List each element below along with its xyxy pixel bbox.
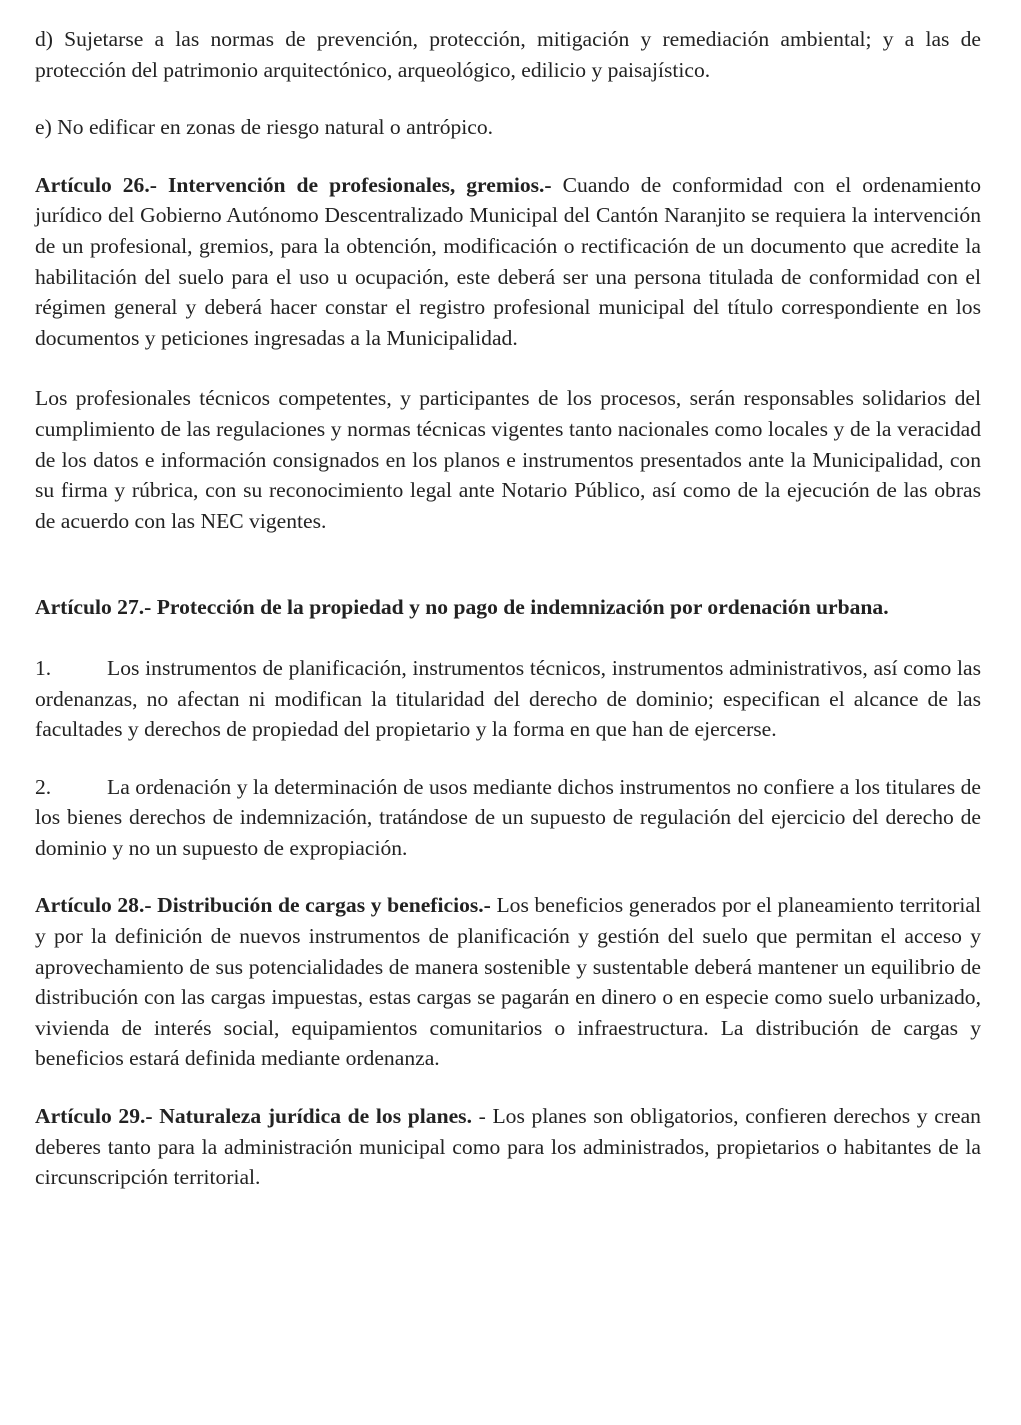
article-26-body: Cuando de conformidad con el ordenamiento jurídico del Gobierno Autónomo Descentralizado Municipal del Cantón Naranjito se requiera la intervención de un profesional, gremios, para la obtención, modificación o rectificación de un documento que acredite la habilitación del suelo para el uso u ocupación, este deberá ser una persona titulada de conformidad con el régimen general y deberá hacer constar el registro profesional municipal del título correspondiente en los documentos y peticiones ingresadas a la Municipalidad. — [35, 172, 982, 350]
article-27-item-1 — [35, 653, 981, 745]
article-29-body: - Los planes son obligatorios, confieren derechos y crean deberes tanto para la administración municipal como para los administrados, propietarios o habitantes de la circunscripción territorial. — [35, 1104, 981, 1190]
article-29-heading: Artículo 29.- Naturaleza jurídica de los planes. — [35, 1104, 472, 1129]
article-28-heading: Artículo 28.- Distribución de cargas y beneficios.- — [35, 893, 491, 918]
article-26 — [35, 170, 981, 354]
article-28-body: Los beneficios generados por el planeamiento territorial y por la definición de nuevos instrumentos de planificación y gestión del suelo que permitan el acceso y aprovechamiento de sus potencialidades de manera sostenible y sustentable deberá mantener un equilibrio de distribución con las cargas impuestas, estas cargas se pagarán en dinero o en especie como suelo urbanizado, vivienda de interés social, equipamientos comunitarios o infraestructura. La distribución de cargas y beneficios estará definida mediante ordenanza. — [35, 893, 981, 1071]
item-number: 2. — [35, 774, 52, 799]
article-26-heading: Artículo 26.- Intervención de profesionales, gremios.- — [35, 172, 552, 197]
article-28 — [35, 890, 981, 1074]
document-page — [35, 24, 981, 1193]
article-29 — [35, 1101, 981, 1193]
item-text: La ordenación y la determinación de usos mediante dichos instrumentos no confiere a los titulares de los bienes derechos de indemnización, tratándose de un supuesto de regulación del ejercicio del derecho de dominio y no un supuesto de expropiación. — [35, 774, 981, 860]
item-text: Los instrumentos de planificación, instrumentos técnicos, instrumentos administrativos, así como las ordenanzas, no afectan ni modifican la titularidad del derecho de dominio; especifican el alcance de las facultades y derechos de propiedad del propietario y la forma en que han de ejercerse. — [35, 655, 981, 742]
paragraph-d: d) Sujetarse a las normas de prevención, protección, mitigación y remediación ambiental; y a las de protección del patrimonio arquitectónico, arqueológico, edilicio y paisajístico. — [35, 27, 981, 82]
item-number: 1. — [35, 655, 52, 680]
article-26-paragraph-2: Los profesionales técnicos competentes, y participantes de los procesos, serán responsables solidarios del cumplimiento de las regulaciones y normas técnicas vigentes tanto nacionales como locales y de la veracidad de los datos e información consignados en los planos e instrumentos presentados ante la Municipalidad, con su firma y rúbrica, con su reconocimiento legal ante Notario Público, así como de la ejecución de las obras de acuerdo con las NEC vigentes. — [35, 386, 981, 533]
article-27-item-2 — [35, 772, 981, 864]
article-27-heading: Artículo 27.- Protección de la propiedad y no pago de indemnización por ordenación urbana. — [35, 595, 889, 620]
paragraph-e: e) No edificar en zonas de riesgo natural o antrópico. — [35, 115, 494, 140]
